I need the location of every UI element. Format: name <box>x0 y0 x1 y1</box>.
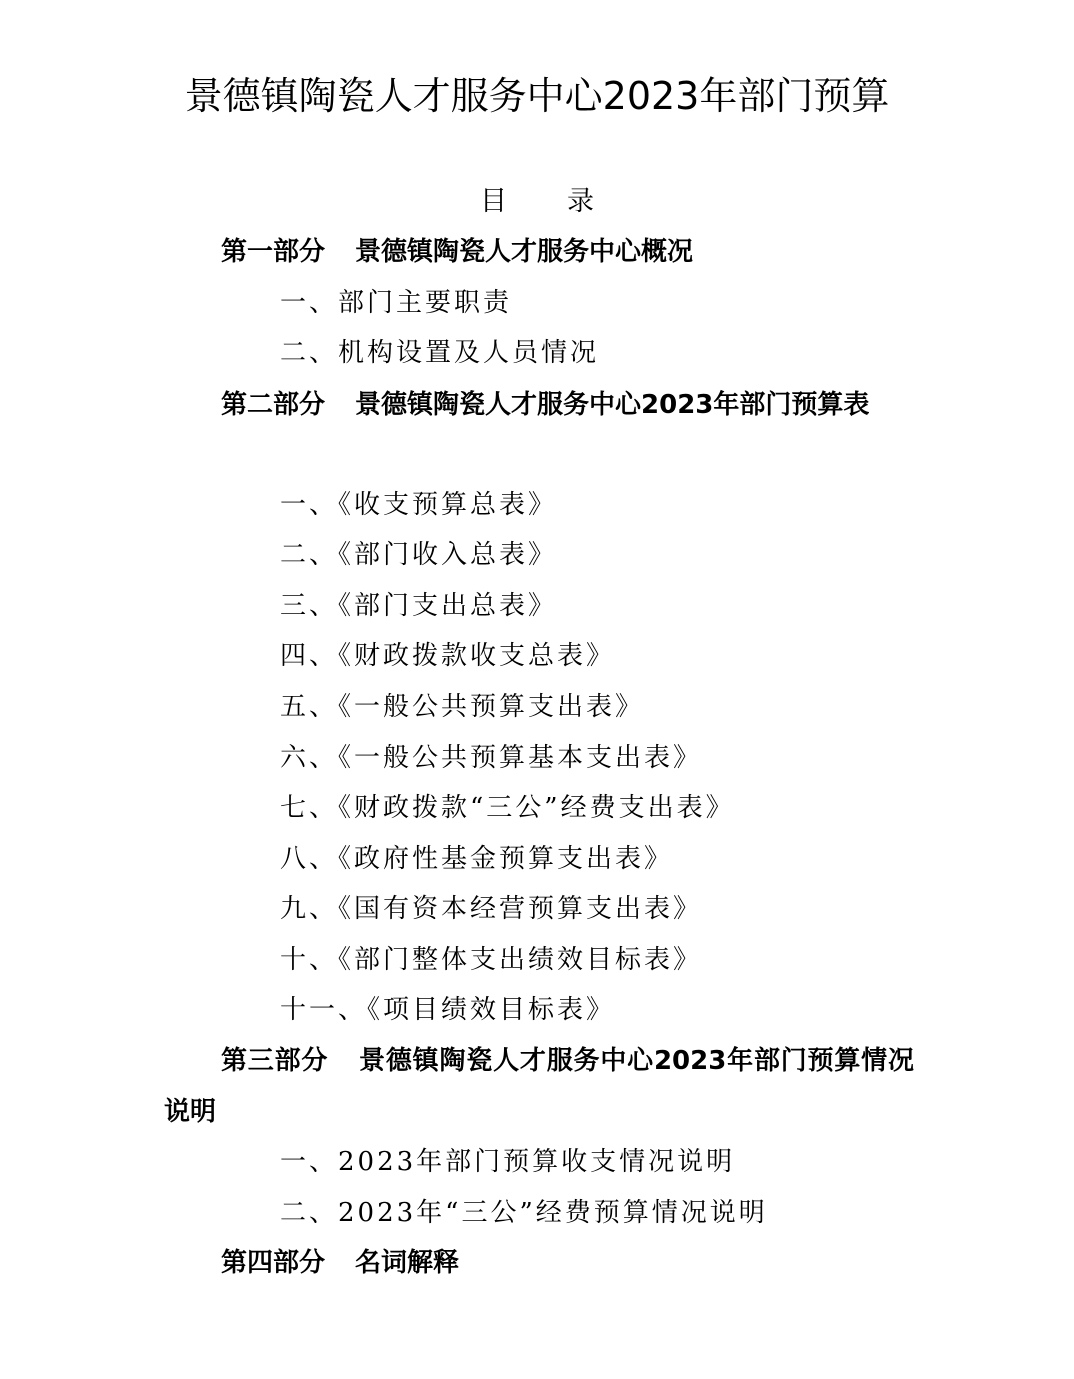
toc-item: 一、《收支预算总表》 <box>280 490 558 520</box>
part-title: 景德镇陶瓷人才服务中心概况 <box>355 237 694 267</box>
toc-item: 二、机构设置及人员情况 <box>280 338 600 368</box>
toc-item: 四、《财政拨款收支总表》 <box>280 641 616 671</box>
toc-item: 七、《财政拨款“三公”经费支出表》 <box>280 793 735 823</box>
toc-item: 三、《部门支出总表》 <box>280 591 558 621</box>
toc-item: 二、《部门收入总表》 <box>280 540 558 570</box>
part-label: 第二部分 <box>221 390 326 420</box>
toc-item: 九、《国有资本经营预算支出表》 <box>280 894 703 924</box>
toc-item: 十、《部门整体支出绩效目标表》 <box>280 945 703 975</box>
toc-item: 八、《政府性基金预算支出表》 <box>280 844 674 874</box>
toc-part-1 <box>164 227 914 278</box>
toc-item: 五、《一般公共预算支出表》 <box>280 692 645 722</box>
toc-heading: 目录 <box>480 186 654 217</box>
part-label: 第三部分 <box>221 1046 329 1076</box>
toc-part-4 <box>164 1238 914 1289</box>
document-title: 景德镇陶瓷人才服务中心2023年部门预算 <box>184 74 890 118</box>
toc-part-3 <box>164 1036 914 1138</box>
part-title: 景德镇陶瓷人才服务中心2023年部门预算表 <box>355 390 870 420</box>
toc-item: 一、部门主要职责 <box>280 288 513 318</box>
toc-item: 一、2023年部门预算收支情况说明 <box>280 1147 736 1177</box>
toc-part-2 <box>164 380 914 431</box>
part-label: 第一部分 <box>221 237 326 267</box>
toc-item: 十一、《项目绩效目标表》 <box>280 995 616 1025</box>
part-title: 名词解释 <box>355 1248 460 1278</box>
part-title: 景德镇陶瓷人才服务中心2023年部门预算情况说明 <box>164 1046 914 1127</box>
toc-item: 六、《一般公共预算基本支出表》 <box>280 743 703 773</box>
toc-item: 二、2023年“三公”经费预算情况说明 <box>280 1198 768 1228</box>
part-label: 第四部分 <box>221 1248 326 1278</box>
